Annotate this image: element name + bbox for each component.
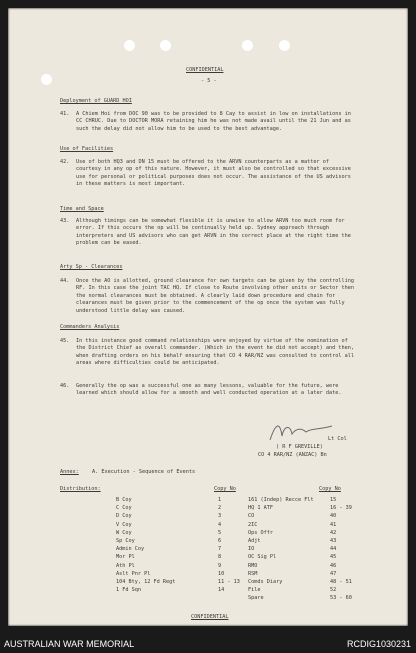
distribution-recipient: 1 Fd Sqn <box>116 587 141 594</box>
section-heading: Use of Facilities <box>60 146 114 152</box>
para-number: 42. <box>60 159 70 165</box>
archive-name: AUSTRALIAN WAR MEMORIAL <box>4 639 135 649</box>
distribution-recipient: Admin Coy <box>116 546 145 553</box>
distribution-copy-number: 52 <box>330 587 337 594</box>
paragraph: Although timings can be somewhat flexible it is unwise to allow ARVN too much room for error. If this occurs the op will be continually held up. Sydney approach through interpreters and US advisors who can get ARVN in the correct place at the right time the problem can be eased. <box>76 218 351 247</box>
distribution-copy-number: 47 <box>330 570 337 577</box>
punch-hole <box>279 40 290 51</box>
para-number: 41. <box>60 111 70 117</box>
distribution-recipient: 161 (Indep) Recce Flt <box>248 497 314 503</box>
signature-rank: Lt Col <box>328 436 347 442</box>
distribution-copy-number: 1 <box>218 497 222 503</box>
archive-reference: RCDIG1030231 <box>346 639 411 649</box>
para-number: 43. <box>60 218 70 224</box>
distribution-copy-number: 42 <box>330 529 337 536</box>
distribution-copy-number: 43 <box>330 538 337 544</box>
distribution-copy-number: 4 <box>218 521 222 528</box>
distribution-copy-number: 41 <box>330 521 337 528</box>
distribution-recipient: Comds Diary <box>248 579 283 585</box>
archive-footer-bar <box>0 626 416 653</box>
signature-unit: CO 4 RAR/NZ (ANZAC) Bn <box>258 452 327 458</box>
distribution-recipient: RMO <box>248 562 258 569</box>
signature-name: ( R F GREVILLE) <box>276 444 323 450</box>
para-number: 45. <box>60 338 70 344</box>
distribution-copy-number: 10 <box>218 570 225 577</box>
paragraph: In this instance good command relationships were enjoyed by virtue of the nomination of the District Chief as overall commander. (Which in the event he did not accept) and then, when drafting orders on his behalf ensuring that CO 4 RAR/NZ was consulted to control all areas where difficulties could be anticipated. <box>76 338 354 367</box>
distribution-recipient: Aslt Pnr Pl <box>116 570 151 577</box>
distribution-copy-number: 48 - 51 <box>330 579 352 585</box>
distribution-copy-number: 9 <box>218 562 222 569</box>
paragraph: A Chiem Hoi from DOC 90 was to be provided to 8 Cay to assist in low on installations in CC CHRUC. Due to DOCTOR MORA retaining him he was not made avail until the 21 Jun and as such the delay did not allow him to be used to the best advantage. <box>76 111 351 132</box>
distribution-recipient: 2IC <box>248 521 258 528</box>
copy-no-heading-right: Copy No <box>319 486 341 492</box>
distribution-recipient: RSM <box>248 570 258 577</box>
distribution-copy-number: 15 <box>330 497 337 503</box>
punch-hole <box>242 40 253 51</box>
distribution-recipient: File <box>248 587 261 594</box>
section-heading: Deployment of GUARD HOI <box>60 98 132 104</box>
distribution-heading: Distribution: <box>60 486 101 492</box>
paragraph: Once the AO is allotted, ground clearance for own targets can be given by the controlling RF. In this case the joint TAC HQ. If close to Route involving other units or Sector then the normal clearances must be obtained. A clearly laid down procedure and chain for clearances must be given prior to the commencement of the op once the system was fully understood little delay was caused. <box>76 278 354 314</box>
paragraph: Generally the op was a successful one as many lessons, valuable for the future, were learned which should allow for a smooth and well conducted operation at a later date. <box>76 383 342 397</box>
distribution-copy-number: 2 <box>218 505 222 512</box>
para-number: 44. <box>60 278 70 284</box>
section-heading: Time and Space <box>60 206 104 212</box>
classification-footer: CONFIDENTIAL <box>191 614 229 620</box>
distribution-recipient: D Coy <box>116 513 132 520</box>
punch-hole <box>124 40 135 51</box>
annex-label: Annex: <box>60 469 79 475</box>
handwritten-signature <box>266 418 336 446</box>
distribution-copy-number: 16 - 39 <box>330 505 352 512</box>
annex-item: A. Execution - Sequence of Events <box>92 469 196 475</box>
distribution-copy-number: 6 <box>218 538 222 544</box>
distribution-recipient: Spare <box>248 595 264 602</box>
distribution-copy-number: 45 <box>330 554 337 561</box>
copy-no-heading-left: Copy No <box>214 486 236 492</box>
distribution-recipient: OC Sig Pl <box>248 554 277 561</box>
para-number: 46. <box>60 383 70 389</box>
distribution-copy-number: 40 <box>330 513 337 520</box>
paragraph: Use of both HQ3 and DN 15 must be offered to the ARVN counterparts as a matter of courtesy in any op of this nature. However, it must also be controlled so that excessive use for personal or political purposes does not occur. The assistance of the US advisors in these matters is most important. <box>76 159 351 188</box>
distribution-recipient: CO <box>248 513 255 520</box>
distribution-copy-number: 5 <box>218 529 222 536</box>
distribution-recipient: Ath Pl <box>116 562 135 569</box>
distribution-recipient: C Coy <box>116 505 132 512</box>
distribution-copy-number: 46 <box>330 562 337 569</box>
distribution-recipient: Sp Coy <box>116 538 135 544</box>
distribution-recipient: Adjt <box>248 538 261 544</box>
page-number: - 5 - <box>201 78 217 84</box>
distribution-recipient: 104 Bty, 12 Fd Regt <box>116 579 176 585</box>
distribution-recipient: B Coy <box>116 497 132 503</box>
punch-hole <box>41 74 52 85</box>
distribution-recipient: IO <box>248 546 255 553</box>
classification-header: CONFIDENTIAL <box>186 67 224 73</box>
section-heading: Commanders Analysis <box>60 324 120 330</box>
distribution-recipient: Mor Pl <box>116 554 135 561</box>
distribution-recipient: W Coy <box>116 529 132 536</box>
distribution-copy-number: 11 - 13 <box>218 579 240 585</box>
distribution-recipient: V Coy <box>116 521 132 528</box>
document-page <box>8 8 408 626</box>
distribution-copy-number: 8 <box>218 554 222 561</box>
distribution-recipient: HQ 1 ATF <box>248 505 273 512</box>
distribution-recipient: Ops Offr <box>248 529 273 536</box>
punch-hole <box>160 40 171 51</box>
distribution-copy-number: 14 <box>218 587 225 594</box>
distribution-copy-number: 3 <box>218 513 222 520</box>
section-heading: Arty Sp - Clearances <box>60 264 123 270</box>
distribution-copy-number: 44 <box>330 546 337 553</box>
distribution-copy-number: 53 - 60 <box>330 595 352 602</box>
distribution-copy-number: 7 <box>218 546 222 553</box>
